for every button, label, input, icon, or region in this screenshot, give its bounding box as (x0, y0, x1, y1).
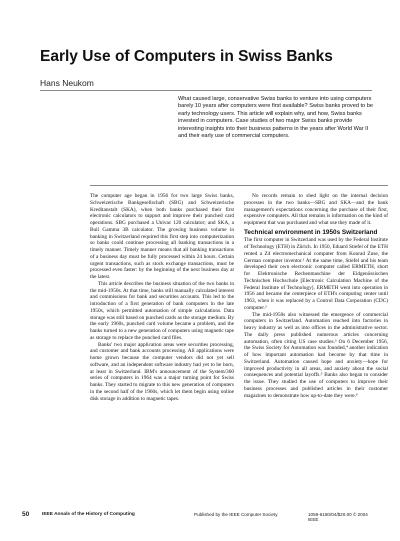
header-rule (40, 90, 372, 91)
body-paragraph: No records remain to shed light on the internal decision processes in the two banks—SBG and SKA—and the bank management's expectations concerning the purchase of their first, expensive computers. All that remains is information on the kind of equipment that was purchased and what use they made of it. (244, 193, 388, 226)
body-paragraph: This article describes the business situation of the two banks in the mid-1950s. At that time, banks still manually calculated interest and commissions for bank and securities accounts. This led to the introduction of a first generation of bank computers in the late 1950s, which permitted automation of simple calculations. Data storage was still based on punched cards as the storage medium. By the early 1960s, punched card volume became a problem, and the banks turned to a new generation of computers using magnetic tape as storage to replace the punched card files. (90, 280, 234, 341)
publisher-line: Published by the IEEE Computer Society (194, 512, 278, 517)
body-column-left (90, 193, 234, 402)
body-paragraph: The mid-1950s also witnessed the emergence of commercial computers in Switzerland. Automation reached into factories in heavy industry as well as into offices in the administrative sector. The daily press published numerous articles concerning automation, often citing US case studies.³ On 6 December 1956, the Swiss Society for Automation was founded,⁴ another indication of how important automation had become by that time in Switzerland. Automation caused hope and anxiety—hope for improved productivity in all areas, and anxiety about the social consequences and potential layoffs.⁵ Banks also began to consider the issue. They studied the use of computers to improve their business processes and published articles in their customer magazines to demonstrate how up-to-date they were.⁶ (244, 311, 388, 399)
body-paragraph: The computer age began in 1956 for two large Swiss banks, Schweizerische Bankgesellschaft (SBG) and Schweizerische Kreditanstalt (SKA), when both banks purchased their first electronic calculators to support and improve their punched card operations. SBG purchased a Univac 120 calculator; and SKA, a Bull Gamma 3B calculator. The growing business volume in banking in Switzerland required this first step into computerization so banks could continue processing all banking transactions in a timely manner. Timely manner means that all banking transactions of a business day must be fully processed within 24 hours. Certain urgent transactions, such as stock exchange transactions, must be processed even faster: by the beginning of the next business day at the latest. (90, 193, 234, 280)
journal-name: IEEE Annals of the History of Computing (42, 512, 135, 517)
body-column-right (244, 193, 388, 399)
article-title: Early Use of Computers in Swiss Banks (40, 48, 333, 65)
section-heading: Technical environment in 1950s Switzerland (244, 228, 378, 236)
page-number: 50 (22, 511, 30, 518)
article-author: Hans Neukom (40, 78, 94, 88)
body-paragraph: The first computer in Switzerland was used by the Federal Institute of Technology (ETH) in Zürich. In 1950, Eduard Stiefel of the ETH rented a Z4 electromechanical computer from Konrad Zuse, the German computer inventor.¹ At the same time, Stiefel and his team developed their own electronic computer called ERMETH, short for Elektronische Rechenmaschine der Eidgenössischen Technischen Hochschule [Electronic Calculation Machine of the Federal Institute of Technology]. ERMETH went into operation in 1956 and became the centerpiece of ETH's computing center until 1963, when it was replaced by a Control Data Corporation (CDC) computer.² (244, 237, 388, 311)
copyright-code: 1058-6180/04/$20.00 © 2004 IEEE (308, 512, 368, 522)
body-paragraph: Banks' two major application areas were securities processing, and customer and bank accounts processing. All applications were home grown because the computer vendors did not yet sell software, and an independent software industry had yet to be born, at least in Switzerland. IBM's announcement of the System/360 series of computers in 1964 was a major turning point for Swiss banks. They started to migrate to this new generation of computers in the second half of the 1960s, which let them begin using online disk storage in addition to magnetic tapes. (90, 341, 234, 402)
page-footer (22, 511, 378, 521)
abstract-rule (90, 185, 388, 186)
article-abstract: What caused large, conservative Swiss banks to venture into using computers barely 10 years after computers were first available? Swiss banks proved to be early technology users. This article will explain why, and how, Swiss banks invested in computers. Case studies of two major Swiss banks provide interesting insights into their business patterns in the years after World War II and their early use of commercial computers. (178, 96, 373, 140)
